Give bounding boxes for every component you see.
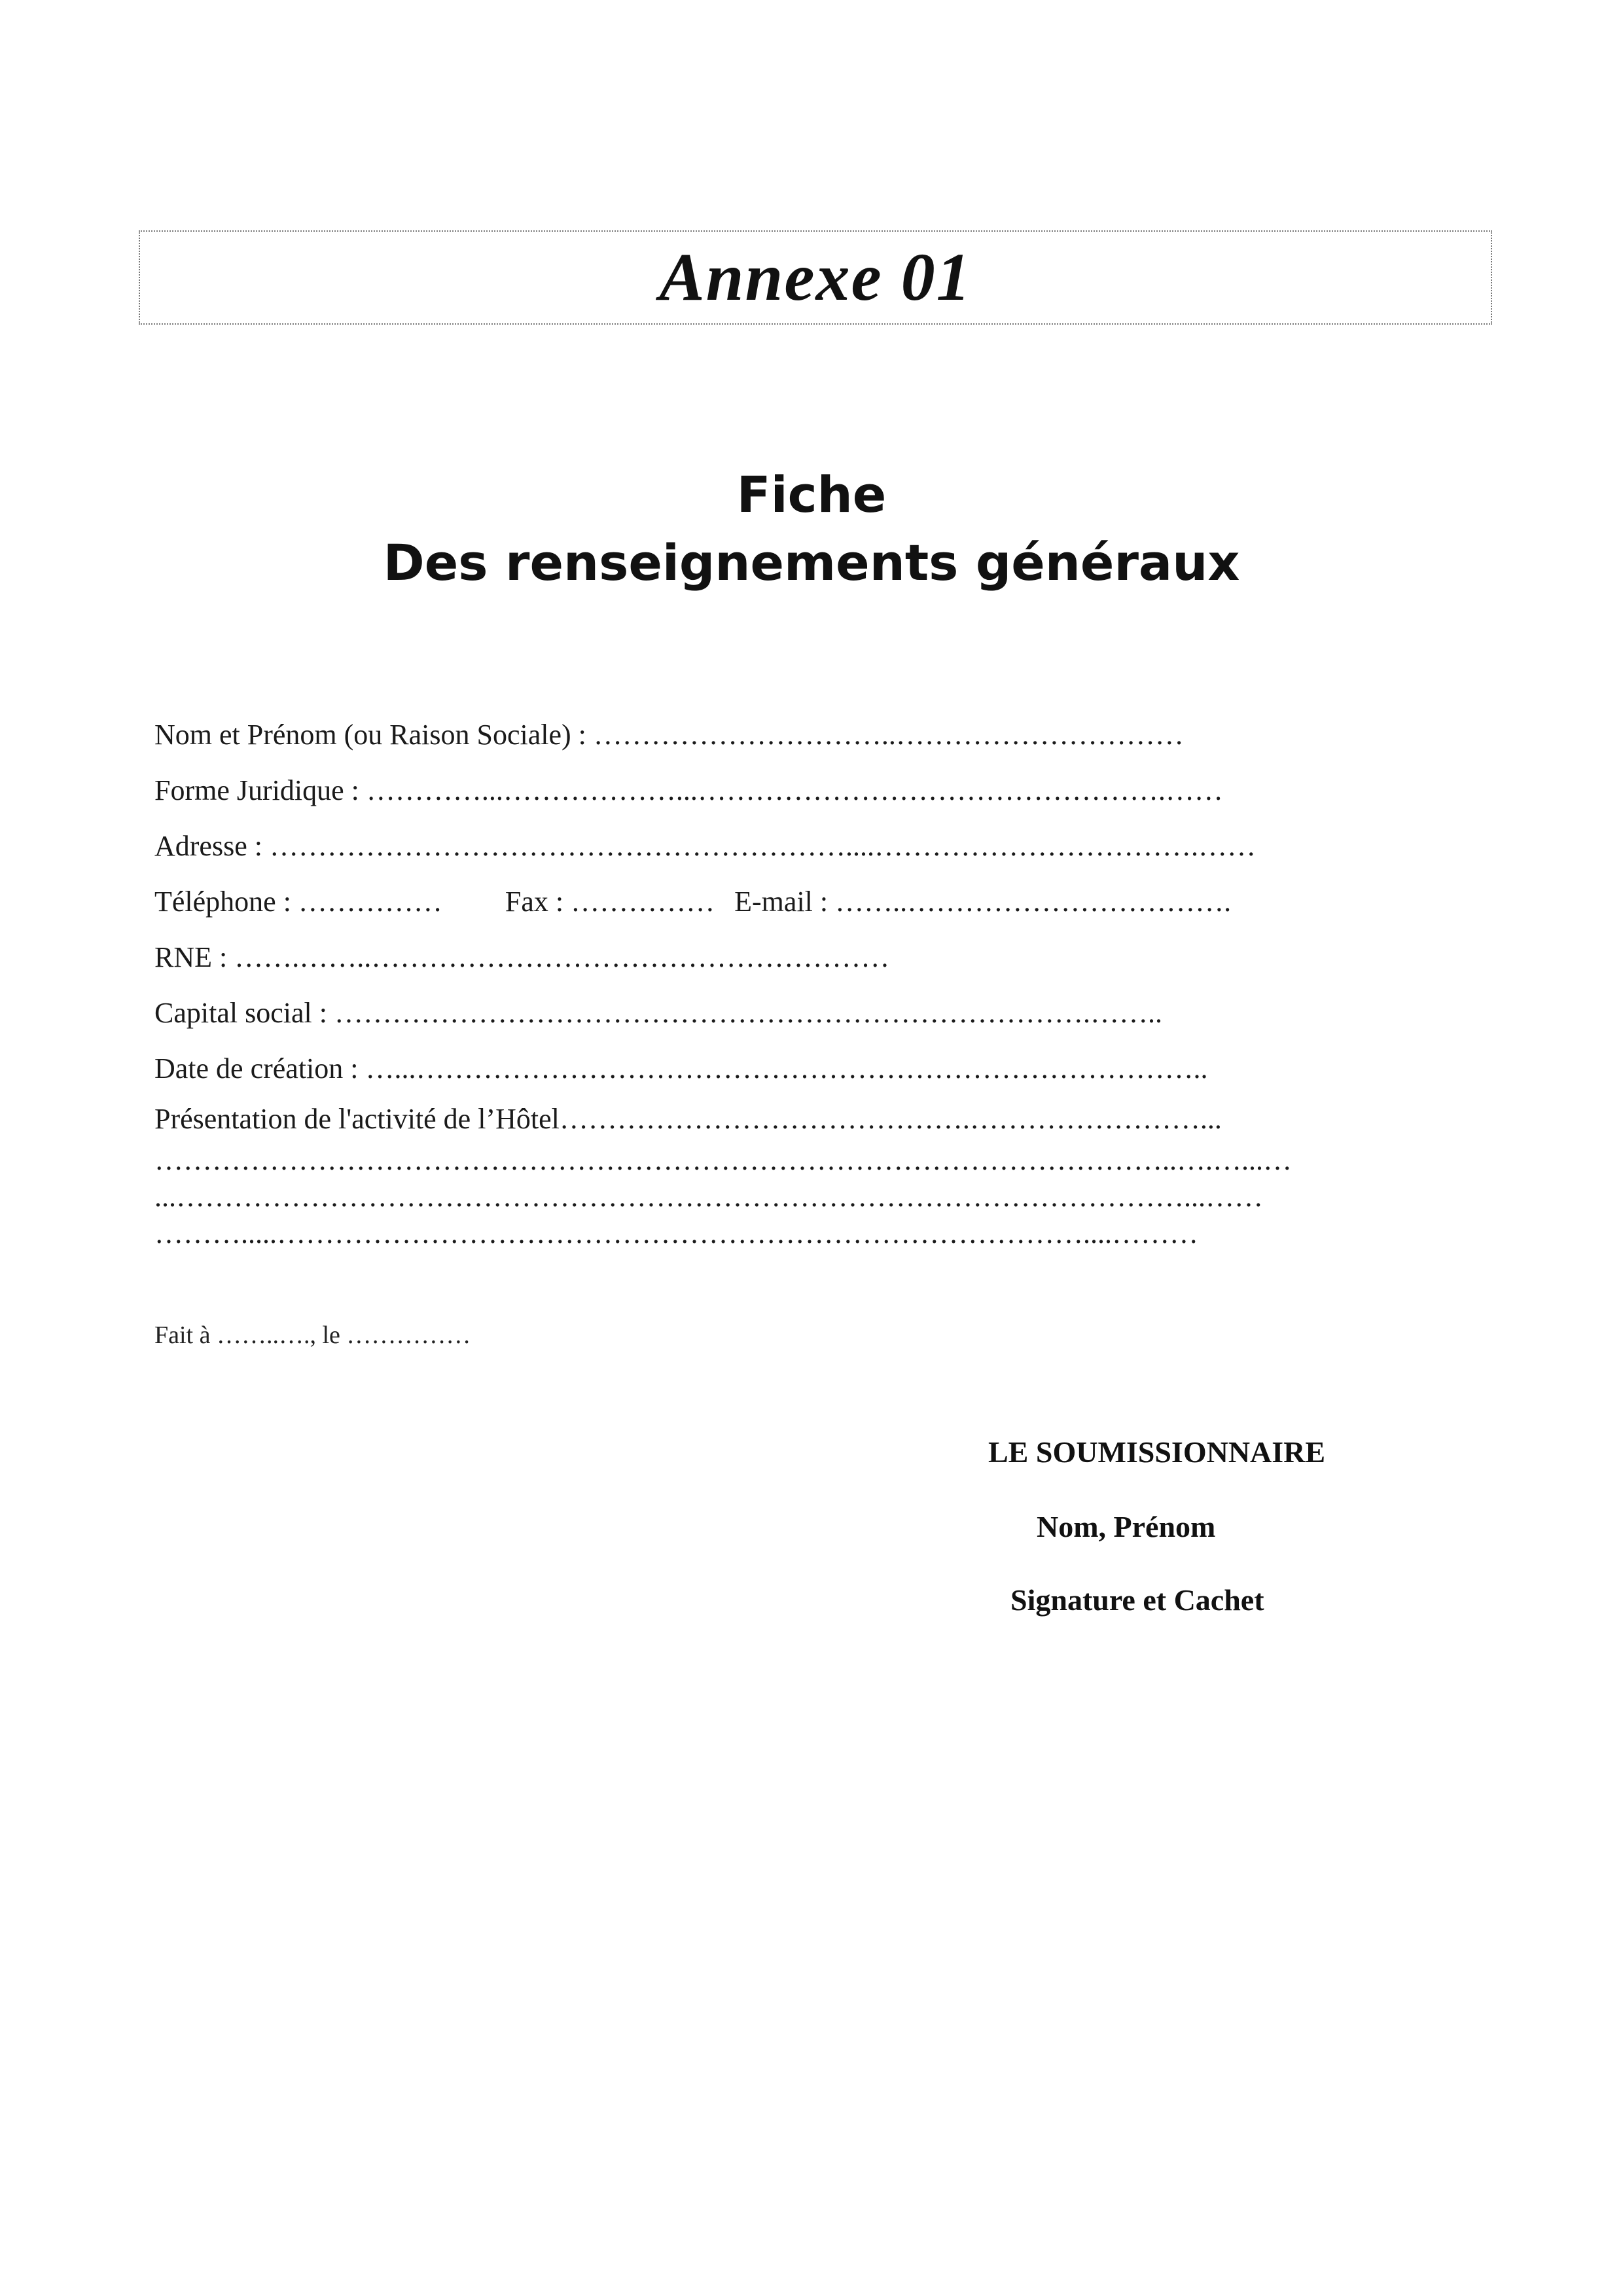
activity-continuation-line[interactable]: ……………………………………………………………………………………………..….…...… — [154, 1144, 1292, 1176]
fax-field[interactable]: …………… — [571, 886, 715, 918]
address-label: Adresse : — [154, 830, 270, 862]
name-field[interactable]: …………………………..………………………… — [593, 719, 1184, 751]
form-row-contact — [154, 874, 1457, 929]
form-row-capital — [154, 985, 1457, 1041]
annex-title-box — [139, 230, 1492, 325]
annex-title: Annexe 01 — [659, 240, 972, 315]
activity-continuation-line[interactable]: ...……………………………………………………………………………………………...…… — [154, 1181, 1263, 1213]
email-field[interactable]: ……..……………………………. — [835, 886, 1232, 918]
form-row-legal-form — [154, 762, 1457, 818]
legal-form-label: Forme Juridique : — [154, 774, 366, 806]
form-row-address — [154, 818, 1457, 874]
rne-field[interactable]: …….……..……………………………………………… — [234, 941, 890, 973]
creation-date-label: Date de création : — [154, 1052, 366, 1085]
creation-date-field[interactable]: …...……………………………………………………………………….. — [365, 1052, 1208, 1085]
capital-field[interactable]: …………………………………………………………………….…….. — [334, 997, 1162, 1029]
form-row-name — [154, 707, 1457, 762]
signatory-name: Nom, Prénom — [1037, 1510, 1216, 1543]
general-information-form — [154, 707, 1457, 1252]
activity-label: Présentation de l'activité de l’Hôtel — [154, 1103, 560, 1135]
activity-field[interactable]: …………………………………….……………………... — [559, 1103, 1222, 1135]
place-date-line[interactable]: Fait à ……..…., le …………… — [154, 1321, 471, 1349]
form-row-creation-date — [154, 1041, 1457, 1096]
fax-label: Fax : — [505, 886, 571, 918]
capital-label: Capital social : — [154, 997, 334, 1029]
form-row-activity — [154, 1096, 1457, 1142]
address-field[interactable]: ……………………………………………………....…………………………….…… — [269, 830, 1256, 862]
legal-form-field[interactable]: …………...………………...………………………………………….…… — [366, 774, 1223, 806]
signatory-role: LE SOUMISSIONNAIRE — [988, 1435, 1326, 1469]
rne-label: RNE : — [154, 941, 235, 973]
signature-and-stamp: Signature et Cachet — [1010, 1583, 1264, 1617]
form-row-rne — [154, 929, 1457, 985]
phone-field[interactable]: …………… — [298, 886, 442, 918]
phone-label: Téléphone : — [154, 886, 298, 918]
name-label: Nom et Prénom (ou Raison Sociale) : — [154, 719, 594, 751]
document-title: Fiche — [736, 465, 887, 524]
document-subtitle: Des renseignements généraux — [383, 533, 1240, 592]
activity-continuation-line[interactable]: ……….....…………………………………………………………………………....……… — [154, 1217, 1198, 1249]
email-label: E-mail : — [734, 886, 836, 918]
